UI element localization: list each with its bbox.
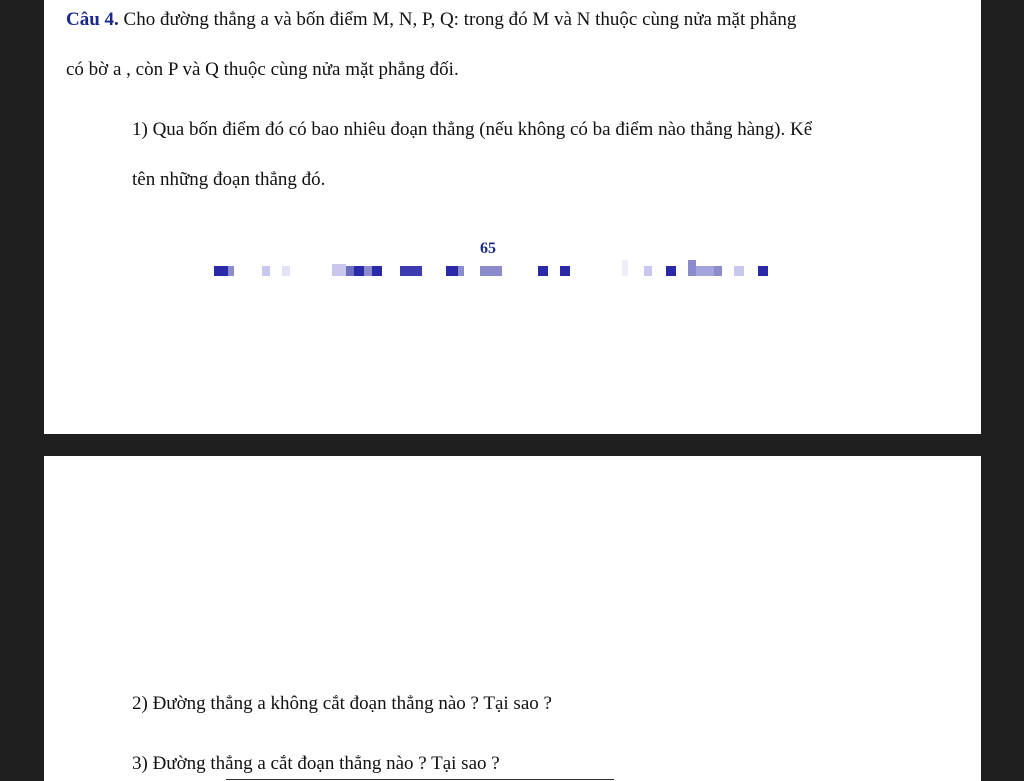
document-page-bottom — [44, 456, 981, 781]
document-page-top — [44, 0, 981, 434]
question-intro-line-2: có bờ a , còn P và Q thuộc cùng nửa mặt phẳng đối. — [66, 59, 459, 80]
part1-line-2: tên những đoạn thẳng đó. — [132, 169, 326, 190]
question-label: Câu 4. — [66, 9, 119, 30]
pixelated-footer-text — [214, 266, 774, 286]
part2-text: 2) Đường thẳng a không cắt đoạn thẳng nào ? Tại sao ? — [132, 693, 552, 714]
part3-text: 3) Đường thẳng a cắt đoạn thẳng nào ? Tại sao ? — [132, 753, 500, 774]
page-number: 65 — [480, 240, 496, 257]
answer-underline — [226, 779, 614, 780]
question-intro-line-1 — [66, 8, 796, 32]
question-intro-text-1: Cho đường thẳng a và bốn điểm M, N, P, Q: trong đó M và N thuộc cùng nửa mặt phẳng — [123, 9, 797, 30]
part1-line-1: 1) Qua bốn điểm đó có bao nhiêu đoạn thẳng (nếu không có ba điểm nào thẳng hàng). Kể — [132, 119, 813, 140]
